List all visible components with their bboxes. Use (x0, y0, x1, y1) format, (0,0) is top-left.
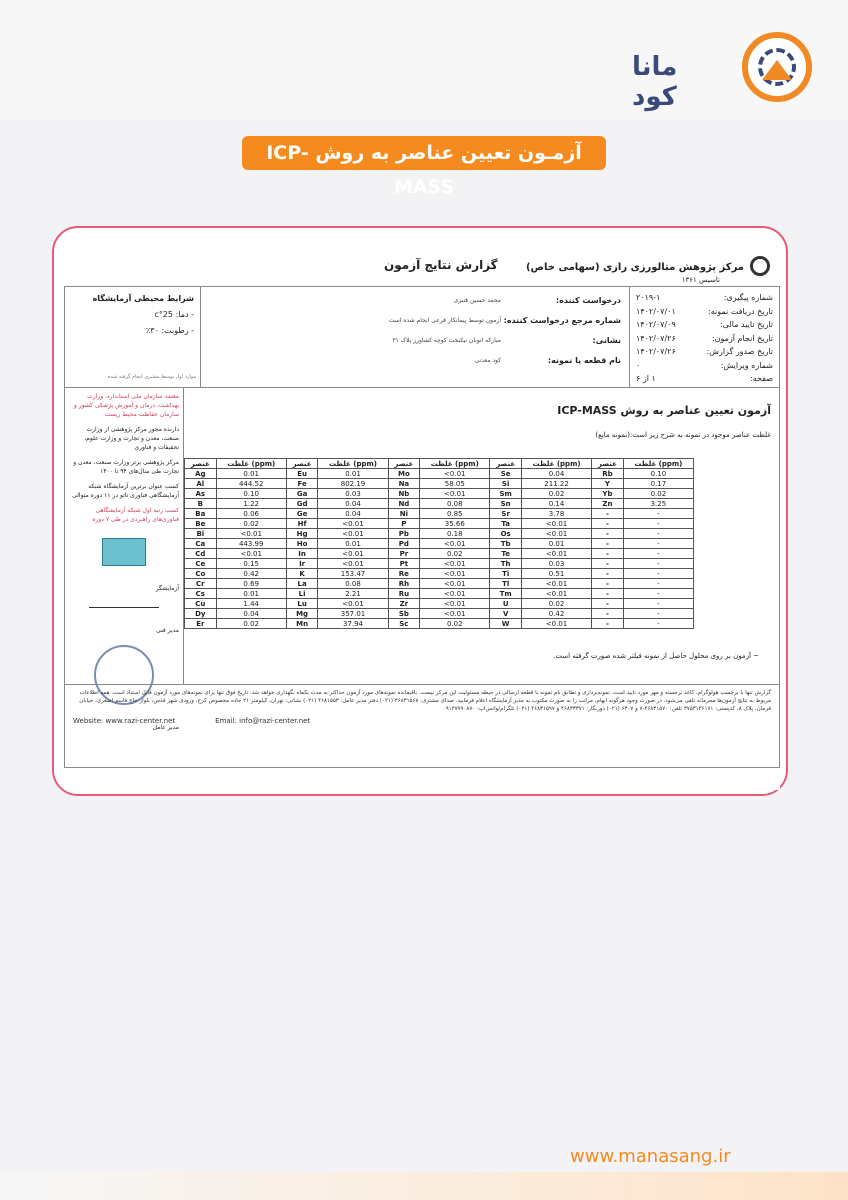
element-cell: Pr (388, 549, 420, 559)
element-cell: - (592, 559, 624, 569)
element-cell: In (286, 549, 318, 559)
concentration-cell: <0.01 (420, 599, 490, 609)
concentration-cell: 0.10 (216, 489, 286, 499)
results-subtitle: غلظت عناصر موجود در نمونه به شرح زیر است:(نمونه مایع) (595, 431, 771, 439)
element-cell: - (592, 529, 624, 539)
element-cell: Bi (185, 529, 217, 539)
element-cell: Y (592, 479, 624, 489)
element-cell: Ag (185, 469, 217, 479)
element-cell: Hg (286, 529, 318, 539)
element-cell: Rh (388, 579, 420, 589)
info-row: شماره مرجع درخواست کننده: آزمون توسط پیمانکار فرعی انجام شده است (388, 316, 621, 325)
element-cell: - (592, 509, 624, 519)
element-cell: Cs (185, 589, 217, 599)
concentration-cell: 153.47 (318, 569, 388, 579)
concentration-cell: 443.99 (216, 539, 286, 549)
concentration-cell: 0.01 (318, 469, 388, 479)
element-cell: Tb (490, 539, 522, 549)
element-cell: Pt (388, 559, 420, 569)
concentration-cell: 0.01 (521, 539, 591, 549)
tracking-info (629, 287, 779, 387)
concentration-cell: 0.85 (420, 509, 490, 519)
info-row: صفحه: ۱ از ۶ (636, 374, 773, 383)
element-cell: Mo (388, 469, 420, 479)
element-cell: Pb (388, 529, 420, 539)
element-cell: U (490, 599, 522, 609)
concentration-cell: 0.51 (521, 569, 591, 579)
results-title: آزمون تعیین عناصر به روش ICP-MASS (557, 404, 771, 417)
concentration-cell: <0.01 (521, 619, 591, 629)
info-row: نشانی: مبارکه اتوبان نیکبخت کوچه کشاورز پلاک ۳۱ (392, 336, 621, 345)
concentration-cell: <0.01 (420, 469, 490, 479)
concentration-cell: 357.01 (318, 609, 388, 619)
concentration-cell: 0.08 (420, 499, 490, 509)
concentration-cell: 0.02 (521, 489, 591, 499)
element-cell: Ho (286, 539, 318, 549)
element-cell: Sr (490, 509, 522, 519)
org-name: مرکز پژوهش متالورزی رازی (سهامی خاص) (525, 262, 744, 273)
concentration-cell: <0.01 (420, 539, 490, 549)
table-row (185, 509, 694, 519)
concentration-cell: 0.04 (318, 499, 388, 509)
info-row: شماره ویرایش: ۰ (636, 360, 773, 370)
concentration-cell: 0.14 (521, 499, 591, 509)
accreditation-item: مرکز پژوهشی برتر وزارت صنعت، معدن و تجارت طی سال‌های ۹۴ تا ۱۴۰۰ (73, 459, 179, 475)
signature-line (89, 607, 159, 608)
concentration-cell: - (623, 509, 693, 519)
footer-text: گزارش تنها با برچسب هولوگرام، کاغذ برجسته و مهر مورد تایید است. نمونه‌برداری و تطابق نام نمونه با قطعه ارسالی در حیطه مسئولیت این مرکز نیست. باقیمانده نمونه‌های مورد آزمون حداکثر به مدت یکماه نگهداری خواهد شد. تاریخ فوق تنها برای نمونه‌های مورد آزمون قابل استناد است. همه اطلاعات مربوط به نتایج آزمون‌ها محرمانه تلقی می‌شود. در صورت وجود هرگونه ابهام، مراتب را به صورت مکتوب به مدیر آزمایشگاه اعلام فرمایید. صدای مشتری: ۴۶۸۳۱۵۶۸ (۰۲۱) دفتر مدیر عامل: ۴۶۸۱۵۵۳ (۰۲۱) نشانی: تهران، کیلومتر ۲۱ جاده مخصوص کرج، ورودی شهر قدس، بلوار حاج قاسم اصغری، خیابان فرمان، پلاک ۸، کدپستی: ۳۷۵۳۱۴۶۱۷۱ تلفن: ۴۶۸۳۱۵۷۰-۷ و ۶۳۰۷ (۰۲۱) دورنگار: ۴۶۸۳۳۳۷۱ و ۴۶۸۳۱۵۹۷ (۰۲۱) تلگرام/واتس‌اپ: ۰۹۱۲۷۹۹۰۸۷۰ (79, 690, 771, 712)
table-row (185, 489, 694, 499)
concentration-cell: <0.01 (318, 599, 388, 609)
concentration-cell: <0.01 (318, 549, 388, 559)
concentration-cell: 0.06 (216, 509, 286, 519)
logo-text: مانا کود (632, 52, 678, 112)
element-cell: Nb (388, 489, 420, 499)
report-title: گزارش نتایج آزمون (384, 258, 498, 272)
element-cell: Er (185, 619, 217, 629)
concentration-cell: 211.22 (521, 479, 591, 489)
bottom-band (0, 1172, 848, 1200)
element-cell: La (286, 579, 318, 589)
concentration-cell: <0.01 (420, 559, 490, 569)
accreditation-item: کسب عنوان برترین آزمایشگاه شبکه آزمایشگاهی فناوری نانو در ۱۱ دوره متوالی (72, 483, 179, 499)
table-row (185, 569, 694, 579)
page-title: آزمـون تعیین عناصر به روش ICP-MASS (242, 136, 606, 170)
element-cell: Dy (185, 609, 217, 619)
element-cell: - (592, 579, 624, 589)
table-row (185, 579, 694, 589)
table-row (185, 609, 694, 619)
element-cell: Sc (388, 619, 420, 629)
table-row (185, 599, 694, 609)
element-cell: P (388, 519, 420, 529)
concentration-cell: 0.02 (216, 619, 286, 629)
concentration-cell: <0.01 (420, 489, 490, 499)
concentration-cell: 0.04 (216, 609, 286, 619)
element-cell: Ni (388, 509, 420, 519)
element-cell: Sn (490, 499, 522, 509)
info-row: نام قطعه یا نمونه: کود معدنی (474, 356, 621, 365)
element-cell: V (490, 609, 522, 619)
concentration-cell: 0.02 (521, 599, 591, 609)
info-row: درخواست کننده: محمد حسین قنبری (453, 296, 621, 305)
element-cell: - (592, 609, 624, 619)
requester-info (199, 287, 629, 387)
table-row (185, 539, 694, 549)
logo-emblem-icon (742, 32, 812, 102)
element-cell: As (185, 489, 217, 499)
table-row (185, 519, 694, 529)
table-header-row: عنصر غلظت (ppm) عنصر غلظت (ppm) عنصر غلظت (ppm) عنصر غلظت (ppm) عنصر غلظت (ppm) (185, 459, 694, 469)
footer-links (73, 717, 771, 725)
concentration-cell: <0.01 (521, 549, 591, 559)
element-cell: Gd (286, 499, 318, 509)
accreditation-item: معتمد سازمان ملی استاندارد، وزارت بهداشت، درمان و آموزش پزشکی کشور و سازمان حفاظت محیط زیست (73, 393, 179, 418)
table-row (185, 549, 694, 559)
element-cell: Co (185, 569, 217, 579)
table-row (185, 469, 694, 479)
email-link[interactable]: Email: info@razi-center.net (215, 717, 311, 725)
concentration-cell: <0.01 (521, 519, 591, 529)
concentration-cell: <0.01 (216, 529, 286, 539)
concentration-cell: - (623, 529, 693, 539)
concentration-cell: - (623, 619, 693, 629)
concentration-cell: - (623, 609, 693, 619)
element-cell: Os (490, 529, 522, 539)
element-cell: Mg (286, 609, 318, 619)
element-cell: Ge (286, 509, 318, 519)
concentration-cell: 2.21 (318, 589, 388, 599)
concentration-cell: 1.44 (216, 599, 286, 609)
concentration-cell: 0.15 (216, 559, 286, 569)
element-cell: W (490, 619, 522, 629)
concentration-cell: - (623, 569, 693, 579)
element-cell: Tl (490, 579, 522, 589)
element-cell: Rb (592, 469, 624, 479)
concentration-cell: 0.17 (623, 479, 693, 489)
concentration-cell: 37.94 (318, 619, 388, 629)
concentration-cell: 0.08 (318, 579, 388, 589)
element-cell: Mn (286, 619, 318, 629)
org-established: تاسیس ۱۳۶۱ (681, 276, 720, 284)
element-cell: Cu (185, 599, 217, 609)
concentration-cell: - (623, 549, 693, 559)
concentration-cell: 0.02 (623, 489, 693, 499)
concentration-cell: <0.01 (420, 569, 490, 579)
element-cell: K (286, 569, 318, 579)
brand-logo (632, 32, 812, 112)
accreditation-item: کسب رتبه اول شبکه آزمایشگاهی فناوری‌های راهبردی در طی ۷ دوره (92, 507, 179, 523)
element-cell: B (185, 499, 217, 509)
site-url[interactable]: www.manasang.ir (570, 1146, 731, 1167)
concentration-cell: 0.02 (420, 619, 490, 629)
element-cell: Te (490, 549, 522, 559)
report-header (64, 242, 780, 286)
element-cell: Nd (388, 499, 420, 509)
concentration-cell: - (623, 599, 693, 609)
concentration-cell: <0.01 (420, 579, 490, 589)
ceo-label: مدیر عامل (152, 724, 179, 731)
element-cell: Sm (490, 489, 522, 499)
results-footnote: ~ آزمون بر روی محلول حاصل از نمونه فیلتر شده صورت گرفته است. (553, 652, 759, 660)
element-cell: Ir (286, 559, 318, 569)
element-cell: Yb (592, 489, 624, 499)
element-cell: Ti (490, 569, 522, 579)
concentration-cell: <0.01 (318, 529, 388, 539)
results-table (184, 458, 694, 629)
table-row (185, 559, 694, 569)
element-cell: Ga (286, 489, 318, 499)
concentration-cell: 0.18 (420, 529, 490, 539)
info-box (64, 286, 780, 388)
element-cell: Fe (286, 479, 318, 489)
concentration-cell: <0.01 (318, 519, 388, 529)
concentration-cell: 0.01 (216, 469, 286, 479)
element-cell: - (592, 589, 624, 599)
env-title: شرایط محیطی آزمایشگاه (92, 294, 194, 303)
element-cell: - (592, 569, 624, 579)
concentration-cell: 0.04 (521, 469, 591, 479)
hologram-stamp-icon (102, 538, 146, 566)
concentration-cell: 0.03 (318, 489, 388, 499)
element-cell: Ce (185, 559, 217, 569)
element-cell: Zn (592, 499, 624, 509)
concentration-cell: 0.69 (216, 579, 286, 589)
element-cell: Na (388, 479, 420, 489)
element-cell: Be (185, 519, 217, 529)
table-row (185, 529, 694, 539)
element-cell: Si (490, 479, 522, 489)
concentration-cell: <0.01 (521, 529, 591, 539)
element-cell: - (592, 619, 624, 629)
concentration-cell: 0.03 (521, 559, 591, 569)
element-cell: Lu (286, 599, 318, 609)
info-row: تاریخ انجام آزمون: ۱۴۰۲/۰۷/۲۶ (636, 333, 773, 343)
concentration-cell: 0.42 (521, 609, 591, 619)
table-row (185, 589, 694, 599)
concentration-cell: - (623, 579, 693, 589)
env-note: موارد اول توسط مشتری انجام گرفته شده (107, 374, 196, 380)
concentration-cell: - (623, 559, 693, 569)
concentration-cell: 1.22 (216, 499, 286, 509)
element-cell: Hf (286, 519, 318, 529)
element-cell: Zr (388, 599, 420, 609)
concentration-cell: <0.01 (420, 589, 490, 599)
element-cell: Se (490, 469, 522, 479)
concentration-cell: <0.01 (318, 559, 388, 569)
element-cell: Al (185, 479, 217, 489)
concentration-cell: 0.02 (216, 519, 286, 529)
accreditation-item: دارنده مجوز مرکز پژوهشی از وزارت صنعت، معدن و تجارت و وزارت علوم، تحقیقات و فناوری (84, 426, 179, 451)
concentration-cell: 3.25 (623, 499, 693, 509)
concentration-cell: 0.04 (318, 509, 388, 519)
element-cell: Cr (185, 579, 217, 589)
concentration-cell: - (623, 539, 693, 549)
element-cell: Re (388, 569, 420, 579)
report-footer (64, 684, 780, 768)
razi-logo-icon (750, 256, 770, 276)
concentration-cell: 0.10 (623, 469, 693, 479)
concentration-cell: <0.01 (521, 579, 591, 589)
environment-conditions (65, 287, 201, 387)
element-cell: - (592, 539, 624, 549)
info-row: تاریخ صدور گزارش: ۱۴۰۲/۰۷/۲۶ (636, 347, 773, 356)
concentration-cell: 0.42 (216, 569, 286, 579)
concentration-cell: 444.52 (216, 479, 286, 489)
table-row (185, 499, 694, 509)
element-cell: - (592, 549, 624, 559)
env-humidity: - رطوبت: ۳۰٪ (145, 326, 194, 335)
element-cell: Tm (490, 589, 522, 599)
element-cell: Cd (185, 549, 217, 559)
concentration-cell: 802.19 (318, 479, 388, 489)
element-cell: Pd (388, 539, 420, 549)
concentration-cell: - (623, 519, 693, 529)
element-cell: Li (286, 589, 318, 599)
table-row (185, 479, 694, 489)
element-cell: Ta (490, 519, 522, 529)
info-row: تاریخ تایید مالی: ۱۴۰۲/۰۷/۰۹ (636, 320, 773, 329)
lab-report (64, 242, 780, 790)
concentration-cell: 58.05 (420, 479, 490, 489)
info-row: شماره پیگیری: ۲۰۱۹-۱ (636, 293, 773, 302)
element-cell: Sb (388, 609, 420, 619)
element-cell: Ca (185, 539, 217, 549)
concentration-cell: - (623, 589, 693, 599)
website-link[interactable]: Website: www.razi-center.net (73, 717, 176, 725)
element-cell: Th (490, 559, 522, 569)
tester-signature-label: آزمایشگر (155, 585, 179, 592)
results-section (184, 388, 780, 684)
table-row (185, 619, 694, 629)
element-cell: Ba (185, 509, 217, 519)
env-temp: - دما: 25°c (154, 310, 194, 319)
element-cell: Eu (286, 469, 318, 479)
concentration-cell: <0.01 (216, 549, 286, 559)
element-cell: - (592, 599, 624, 609)
element-cell: Ru (388, 589, 420, 599)
tech-manager-label: مدیر فنی (156, 627, 179, 634)
concentration-cell: <0.01 (420, 609, 490, 619)
element-cell: - (592, 519, 624, 529)
concentration-cell: 35.66 (420, 519, 490, 529)
concentration-cell: 0.01 (216, 589, 286, 599)
concentration-cell: <0.01 (521, 589, 591, 599)
concentration-cell: 0.01 (318, 539, 388, 549)
info-row: تاریخ دریافت نمونه: ۱۴۰۲/۰۷/۰۱ (636, 306, 773, 316)
concentration-cell: 0.02 (420, 549, 490, 559)
concentration-cell: 3.78 (521, 509, 591, 519)
